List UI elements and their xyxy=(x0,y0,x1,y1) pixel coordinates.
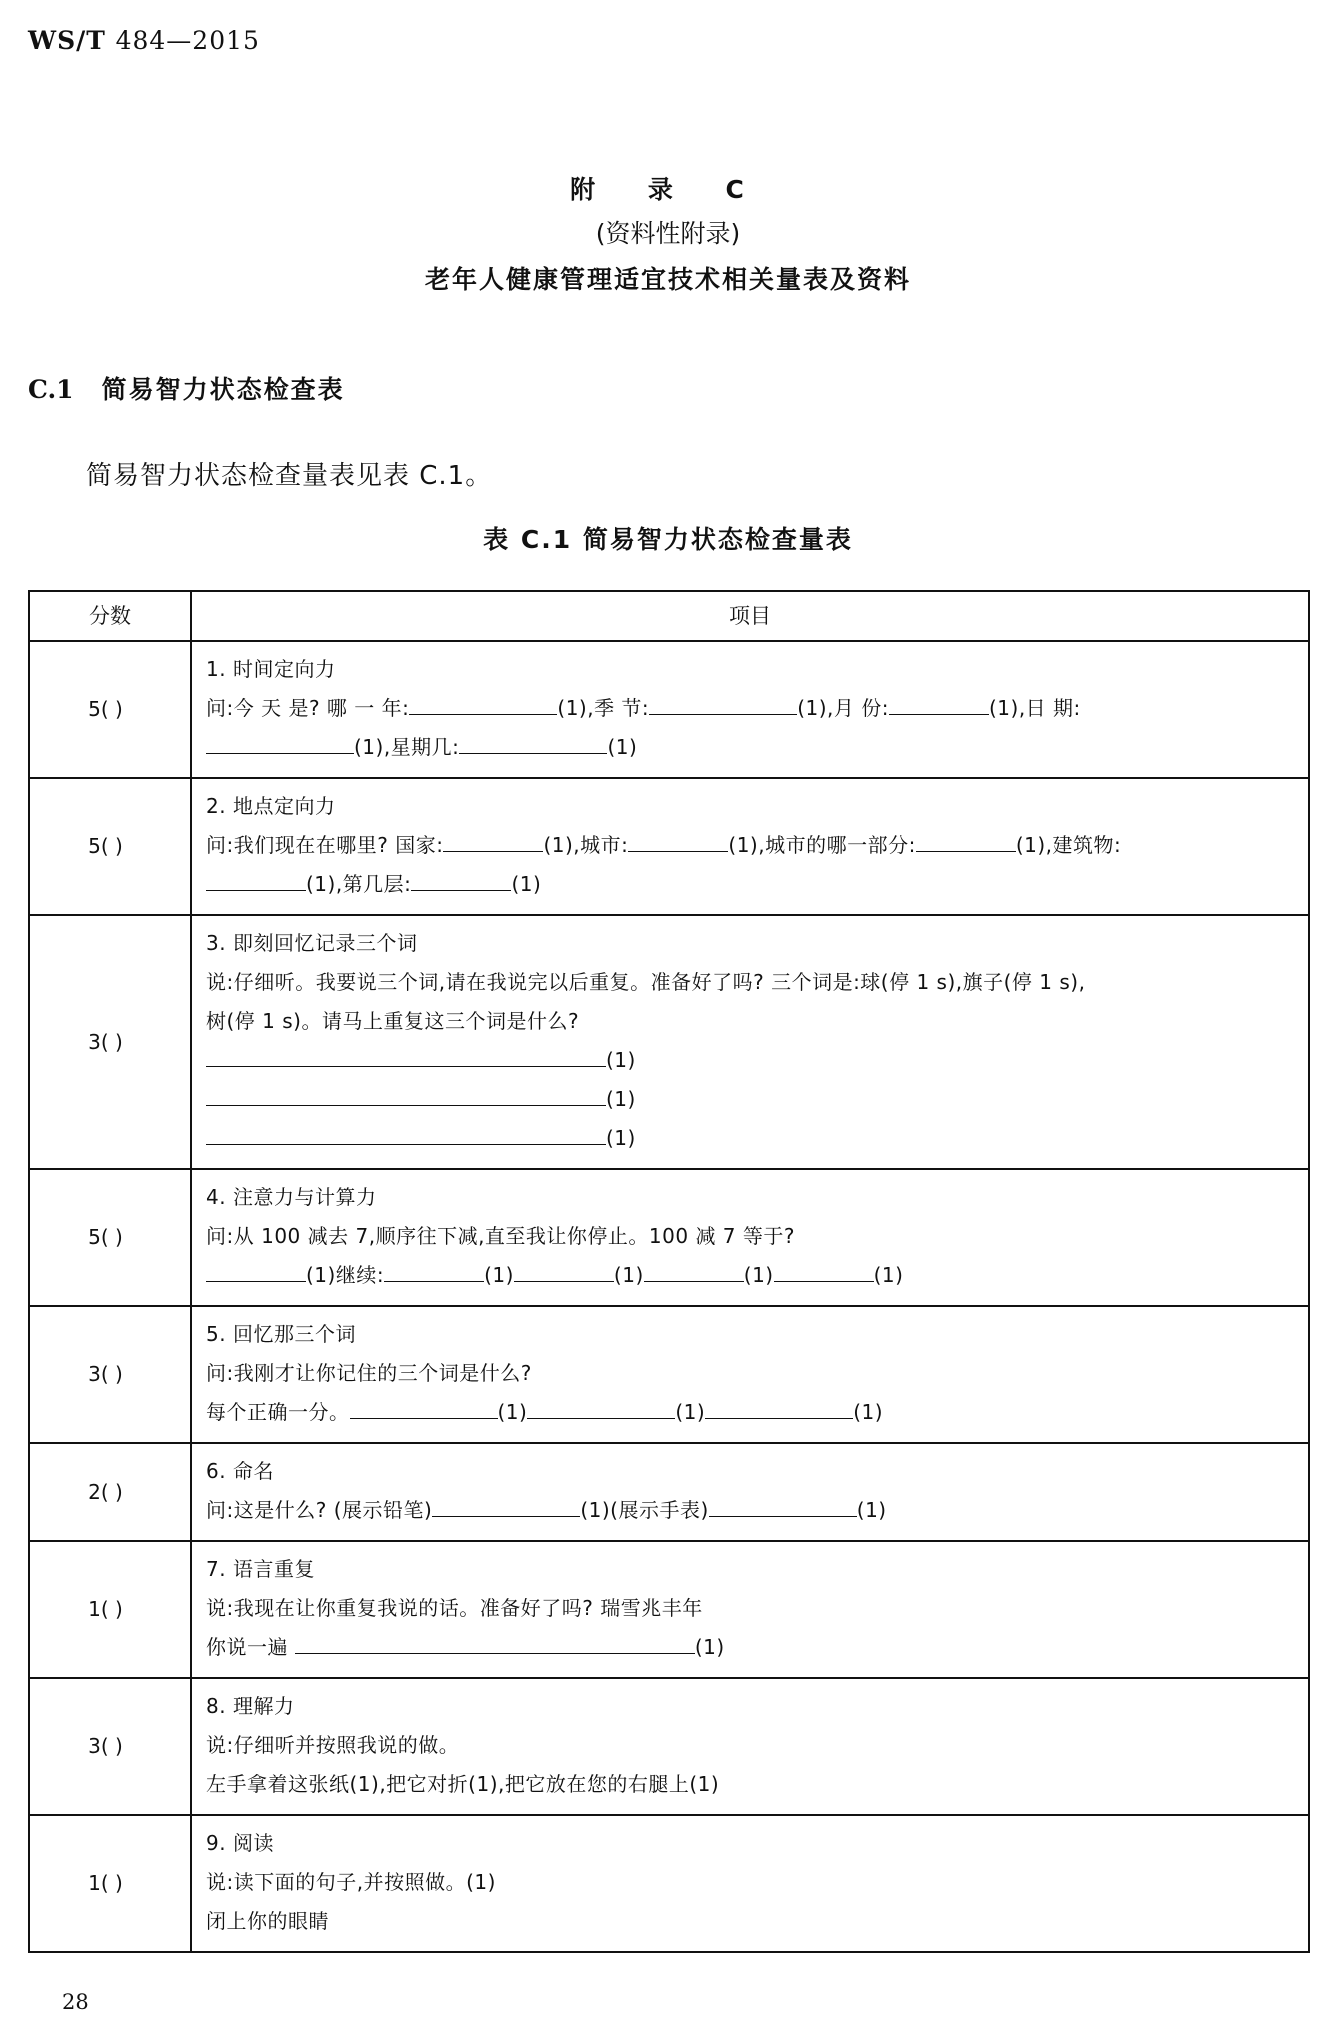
item-text: (1) xyxy=(606,1048,636,1072)
item-heading: 1. 时间定向力 xyxy=(206,657,336,681)
item-cell xyxy=(191,1443,1309,1541)
table-row xyxy=(29,778,1309,915)
table-row xyxy=(29,641,1309,778)
item-text: (1) xyxy=(856,1498,887,1522)
answer-blank[interactable] xyxy=(774,1257,874,1282)
appendix-type: (资料性附录) xyxy=(595,219,741,248)
section-title: 简易智力状态检查表 xyxy=(101,375,345,404)
item-text: 你说一遍 xyxy=(206,1635,295,1659)
standard-prefix: WS/T xyxy=(28,26,106,55)
answer-blank[interactable] xyxy=(644,1257,744,1282)
item-line: 说:读下面的句子,并按照做。(1) xyxy=(206,1870,496,1894)
item-line xyxy=(206,728,1294,767)
item-line: 左手拿着这张纸(1),把它对折(1),把它放在您的右腿上(1) xyxy=(206,1772,720,1796)
answer-blank[interactable] xyxy=(411,866,511,891)
item-line xyxy=(206,1491,1294,1530)
item-line xyxy=(206,1080,1294,1119)
answer-blank[interactable] xyxy=(206,1081,606,1106)
item-text: (1),城市的哪一部分: xyxy=(728,833,916,857)
item-line: 说:我现在让你重复我说的话。准备好了吗? 瑞雪兆丰年 xyxy=(206,1596,703,1620)
item-heading: 9. 阅读 xyxy=(206,1831,274,1855)
answer-blank[interactable] xyxy=(705,1394,853,1419)
item-text: (1) xyxy=(607,735,638,759)
answer-blank[interactable] xyxy=(443,827,543,852)
answer-blank[interactable] xyxy=(916,827,1016,852)
score-cell: 1( ) xyxy=(29,1541,191,1678)
score-cell: 5( ) xyxy=(29,778,191,915)
item-text: (1),城市: xyxy=(543,833,629,857)
table-row xyxy=(29,915,1309,1169)
table-header-row xyxy=(29,591,1309,641)
score-cell: 5( ) xyxy=(29,1169,191,1306)
section-heading xyxy=(28,370,345,406)
item-line: 说:仔细听并按照我说的做。 xyxy=(206,1733,460,1757)
item-column-header: 项目 xyxy=(191,591,1309,641)
table-row xyxy=(29,1678,1309,1815)
item-text: (1),第几层: xyxy=(306,872,412,896)
answer-blank[interactable] xyxy=(409,690,557,715)
item-text: (1),季 节: xyxy=(557,696,650,720)
item-cell xyxy=(191,1169,1309,1306)
answer-blank[interactable] xyxy=(384,1257,484,1282)
item-text: (1)(展示手表) xyxy=(580,1498,709,1522)
item-text: (1) xyxy=(606,1126,636,1150)
item-cell xyxy=(191,915,1309,1169)
item-cell xyxy=(191,1815,1309,1952)
score-cell: 3( ) xyxy=(29,915,191,1169)
section-number: C.1 xyxy=(28,375,74,404)
item-text: (1),日 期: xyxy=(988,696,1081,720)
score-cell: 3( ) xyxy=(29,1678,191,1815)
item-line xyxy=(206,1119,1294,1158)
item-line: 问:我刚才让你记住的三个词是什么? xyxy=(206,1361,532,1385)
item-line xyxy=(206,1256,1294,1295)
score-cell: 3( ) xyxy=(29,1306,191,1443)
item-text: 每个正确一分。 xyxy=(206,1400,350,1424)
answer-blank[interactable] xyxy=(432,1492,580,1517)
score-column-header: 分数 xyxy=(29,591,191,641)
answer-blank[interactable] xyxy=(206,1257,306,1282)
score-cell: 2( ) xyxy=(29,1443,191,1541)
table-row xyxy=(29,1306,1309,1443)
item-cell xyxy=(191,1541,1309,1678)
item-cell xyxy=(191,641,1309,778)
item-line: 闭上你的眼睛 xyxy=(206,1909,329,1933)
item-heading: 7. 语言重复 xyxy=(206,1557,315,1581)
item-text: 问:我们现在在哪里? 国家: xyxy=(206,833,444,857)
appendix-label: 附 录 C xyxy=(570,175,766,204)
page-number: 28 xyxy=(62,1990,89,2014)
item-cell xyxy=(191,1678,1309,1815)
intro-paragraph: 简易智力状态检查量表见表 C.1。 xyxy=(86,461,493,491)
answer-blank[interactable] xyxy=(709,1492,857,1517)
answer-blank[interactable] xyxy=(206,729,354,754)
answer-blank[interactable] xyxy=(206,866,306,891)
mmse-table xyxy=(28,590,1310,1953)
item-cell xyxy=(191,1306,1309,1443)
answer-blank[interactable] xyxy=(889,690,989,715)
answer-blank[interactable] xyxy=(628,827,728,852)
answer-blank[interactable] xyxy=(206,1120,606,1145)
item-text: (1) xyxy=(613,1263,644,1287)
item-text: (1),建筑物: xyxy=(1015,833,1122,857)
item-text: (1) xyxy=(497,1400,528,1424)
item-line xyxy=(206,689,1294,728)
item-line: 说:仔细听。我要说三个词,请在我说完以后重复。准备好了吗? 三个词是:球(停 1 s),旗子(停 1 s), xyxy=(206,970,1086,994)
table-row xyxy=(29,1541,1309,1678)
answer-blank[interactable] xyxy=(350,1394,498,1419)
standard-number: 484—2015 xyxy=(115,26,260,55)
answer-blank[interactable] xyxy=(514,1257,614,1282)
item-line xyxy=(206,1393,1294,1432)
item-line xyxy=(206,865,1294,904)
table-title: 表 C.1 简易智力状态检查量表 xyxy=(483,525,853,554)
item-text: (1) xyxy=(511,872,542,896)
item-text: (1) xyxy=(853,1400,884,1424)
item-text: (1) xyxy=(743,1263,774,1287)
item-text: (1) xyxy=(606,1087,636,1111)
item-heading: 4. 注意力与计算力 xyxy=(206,1185,377,1209)
appendix-title: 老年人健康管理适宜技术相关量表及资料 xyxy=(424,265,911,294)
item-heading: 3. 即刻回忆记录三个词 xyxy=(206,931,418,955)
answer-blank[interactable] xyxy=(527,1394,675,1419)
item-heading: 2. 地点定向力 xyxy=(206,794,336,818)
answer-blank[interactable] xyxy=(295,1629,695,1654)
item-text: (1)继续: xyxy=(306,1263,385,1287)
item-text: 问:这是什么? (展示铅笔) xyxy=(206,1498,433,1522)
item-line: 问:从 100 减去 7,顺序往下减,直至我让你停止。100 减 7 等于? xyxy=(206,1224,796,1248)
item-heading: 8. 理解力 xyxy=(206,1694,295,1718)
item-text: (1) xyxy=(694,1635,725,1659)
item-text: (1),月 份: xyxy=(797,696,889,720)
item-cell xyxy=(191,778,1309,915)
item-text: (1) xyxy=(484,1263,514,1287)
item-text: (1) xyxy=(873,1263,904,1287)
answer-blank[interactable] xyxy=(459,729,607,754)
score-cell: 5( ) xyxy=(29,641,191,778)
item-heading: 6. 命名 xyxy=(206,1459,274,1483)
standard-code xyxy=(28,26,260,55)
item-text: (1),星期几: xyxy=(354,735,460,759)
table-row xyxy=(29,1169,1309,1306)
score-cell: 1( ) xyxy=(29,1815,191,1952)
item-text: 问:今 天 是? 哪 一 年: xyxy=(206,696,410,720)
answer-blank[interactable] xyxy=(206,1042,606,1067)
table-row xyxy=(29,1815,1309,1952)
table-row xyxy=(29,1443,1309,1541)
item-line xyxy=(206,1628,1294,1667)
item-line xyxy=(206,1041,1294,1080)
item-line xyxy=(206,826,1294,865)
table-body xyxy=(29,641,1309,1952)
item-heading: 5. 回忆那三个词 xyxy=(206,1322,356,1346)
item-line: 树(停 1 s)。请马上重复这三个词是什么? xyxy=(206,1009,580,1033)
item-text: (1) xyxy=(675,1400,706,1424)
answer-blank[interactable] xyxy=(649,690,797,715)
